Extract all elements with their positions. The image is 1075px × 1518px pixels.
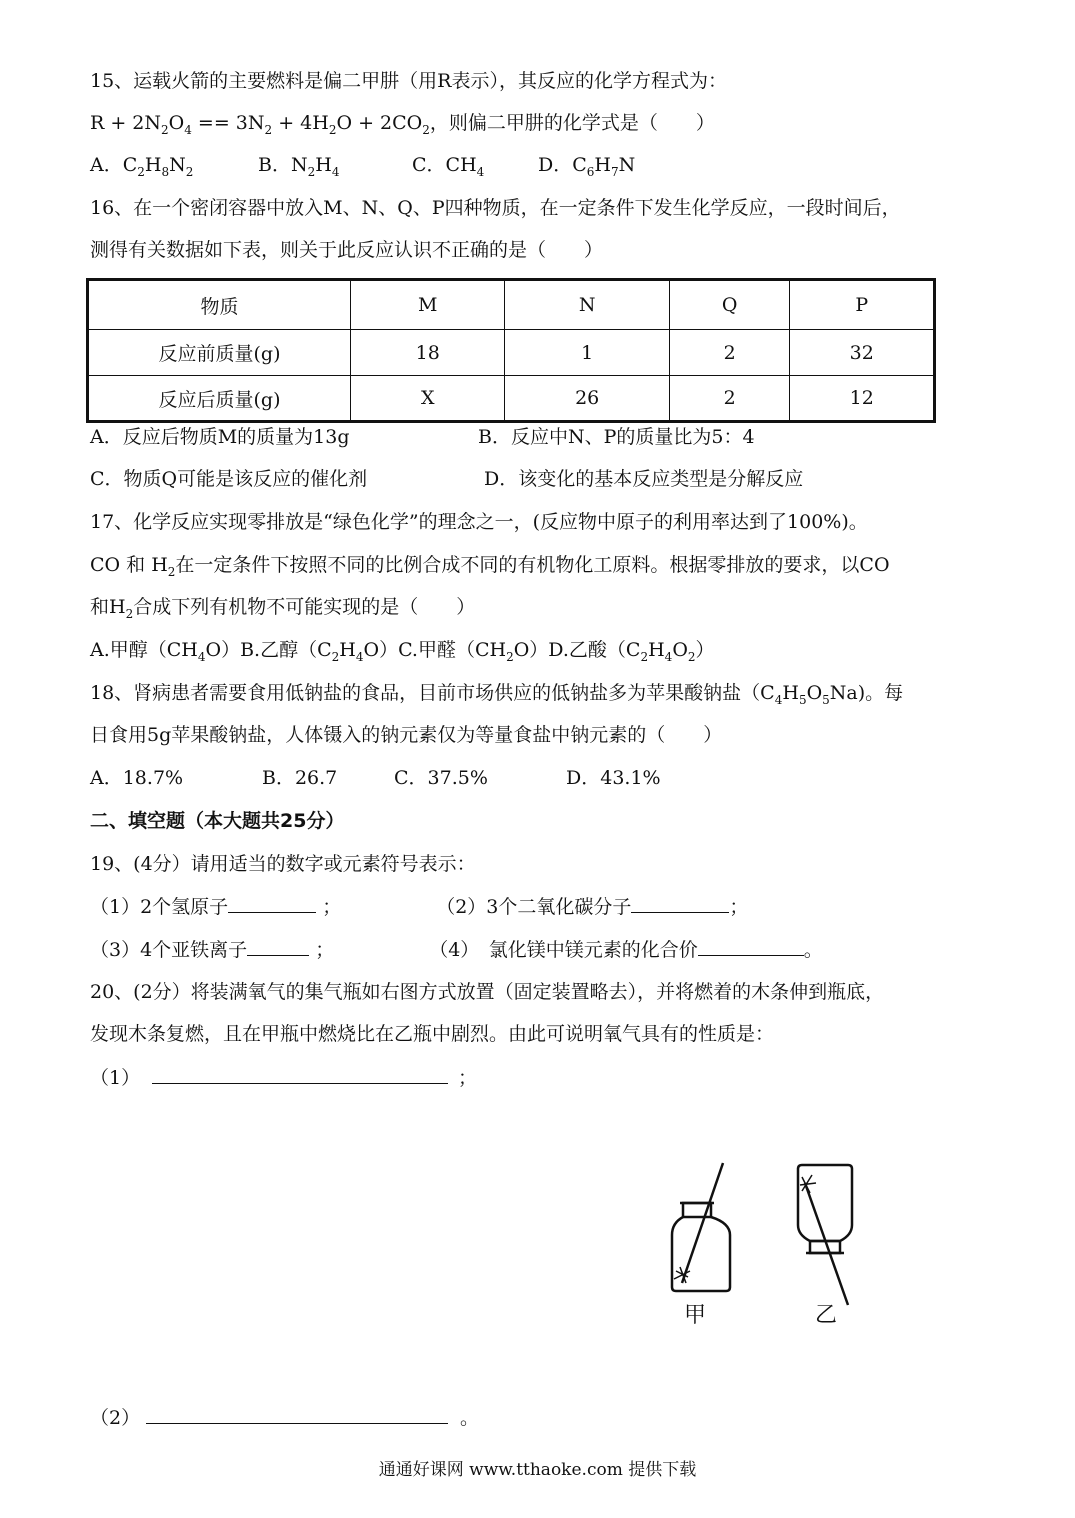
q16-line1: 16、在一个密闭容器中放入M、N、Q、P四种物质，在一定条件下发生化学反应，一段时间后，	[90, 197, 901, 219]
q20-item1: （1） ；	[90, 1063, 477, 1092]
table-cell: P	[790, 280, 935, 330]
q20-line1: 20、(2分）将装满氧气的集气瓶如右图方式放置（固定装置略去），并将燃着的木条伸到瓶底，	[90, 981, 885, 1003]
table-cell: N	[505, 280, 669, 330]
q19-row1: （1）2个氢原子 ； （2）3个二氧化碳分子 ；	[90, 892, 748, 921]
q18-option-d: D．43.1%	[566, 767, 661, 789]
q19-item4-blank[interactable]	[698, 935, 804, 956]
table-cell: 2	[669, 330, 790, 376]
q17-line2: CO 和 $H_2$在一定条件下按照不同的比例合成不同的有机物化工原料。根据零排放的要求，以CO	[90, 554, 890, 579]
q18-line2: 日食用5g苹果酸钠盐，人体镊入的钠元素仅为等量食盐中钠元素的（ ）	[90, 724, 723, 746]
table-cell: 12	[790, 376, 935, 422]
table-cell: 26	[505, 376, 669, 422]
table-cell: 物质	[88, 280, 351, 330]
q15-option-a: A．$C_2H_8N_2$	[90, 154, 194, 179]
q15-stem: 15、运载火箭的主要燃料是偏二甲肼（用R表示），其反应的化学方程式为：	[90, 70, 727, 92]
table-cell: 2	[669, 376, 790, 422]
q16-option-d: D．该变化的基本反应类型是分解反应	[484, 468, 804, 490]
q18-option-b: B．26.7	[262, 767, 338, 789]
table-cell: M	[351, 280, 505, 330]
q18-option-c: C．37.5%	[394, 767, 488, 789]
q15-option-b: B．$N_2H_4$	[258, 154, 340, 179]
bottle-label-yi: 乙	[815, 1303, 838, 1328]
q16-option-c: C．物质Q可能是该反应的催化剂	[90, 468, 368, 490]
q16-options-ab	[90, 423, 755, 451]
table-cell: 反应前质量(g)	[88, 330, 351, 376]
bottle-yi	[798, 1165, 852, 1305]
bottle-label-jia: 甲	[684, 1303, 707, 1328]
bottles-figure	[650, 1155, 910, 1315]
table-row	[88, 330, 935, 376]
q20-item2: （2） 。	[90, 1403, 479, 1432]
q18-options	[90, 764, 661, 792]
table-cell: 反应后质量(g)	[88, 376, 351, 422]
q19-item3-blank[interactable]	[247, 935, 309, 956]
table-cell: 1	[505, 330, 669, 376]
q15-options	[90, 151, 635, 186]
q19-item1-label: （1）2个氢原子	[90, 896, 229, 918]
q19-item3-label: （3）4个亚铁离子	[90, 939, 248, 961]
q20-item1-blank[interactable]	[152, 1063, 448, 1084]
q19-item1-blank[interactable]	[228, 892, 316, 913]
q16-option-a: A．反应后物质M的质量为13g	[90, 426, 350, 448]
q16-line2: 测得有关数据如下表，则关于此反应认识不正确的是（ ）	[90, 239, 604, 261]
table-cell: Q	[669, 280, 790, 330]
q19-stem: 19、(4分）请用适当的数字或元素符号表示：	[90, 853, 476, 875]
q19-item4-label: （4） 氯化镁中镁元素的化合价	[429, 939, 698, 961]
q17-line3: 和$H_2$合成下列有机物不可能实现的是（ ）	[90, 596, 476, 621]
table-cell: 32	[790, 330, 935, 376]
q15-option-d: D．$C_6H_7N$	[538, 154, 636, 179]
q17-options: A.甲醇$(CH_4O)B$.乙醇$(C_2H_4O)C$.甲醛$(CH_2O)D$.乙酸$(C_2H_4O_2)$	[90, 639, 715, 664]
q19-item2-label: （2）3个二氧化碳分子	[436, 896, 632, 918]
bottle-jia	[672, 1163, 730, 1291]
q16-option-b: B．反应中N、P的质量比为5：4	[478, 426, 755, 448]
table-cell: 18	[351, 330, 505, 376]
q16-options-cd	[90, 465, 803, 493]
q15-equation: $R + 2N_2O_4 == 3N_2 + 4H_2O + 2CO_2$，则偏二甲肼的化学式是（ ）	[90, 112, 715, 137]
q16-table	[86, 278, 936, 423]
q20-item2-blank[interactable]	[146, 1403, 448, 1424]
q19-row2: （3）4个亚铁离子 ； （4） 氯化镁中镁元素的化合价 。	[90, 935, 823, 964]
table-header-row	[88, 280, 935, 330]
q20-line2: 发现木条复燃，且在甲瓶中燃烧比在乙瓶中剧烈。由此可说明氧气具有的性质是：	[90, 1023, 775, 1045]
table-cell: X	[351, 376, 505, 422]
page-footer: 通通好课网 www.tthaoke.com 提供下载	[378, 1460, 697, 1480]
q19-item2-blank[interactable]	[631, 892, 729, 913]
q18-line1: 18、肾病患者需要食用低钠盐的食品，目前市场供应的低钠盐多为苹果酸钠盐$(C_4H_5O_5Na)$。每	[90, 682, 904, 707]
table-row	[88, 376, 935, 422]
q15-option-c: C．$CH_4$	[412, 154, 485, 179]
q18-option-a: A．18.7%	[90, 767, 184, 789]
q17-line1: 17、化学反应实现零排放是“绿色化学”的理念之一，(反应物中原子的利用率达到了100%)。	[90, 511, 868, 533]
section-heading: 二、填空题（本大题共25分）	[90, 810, 345, 832]
